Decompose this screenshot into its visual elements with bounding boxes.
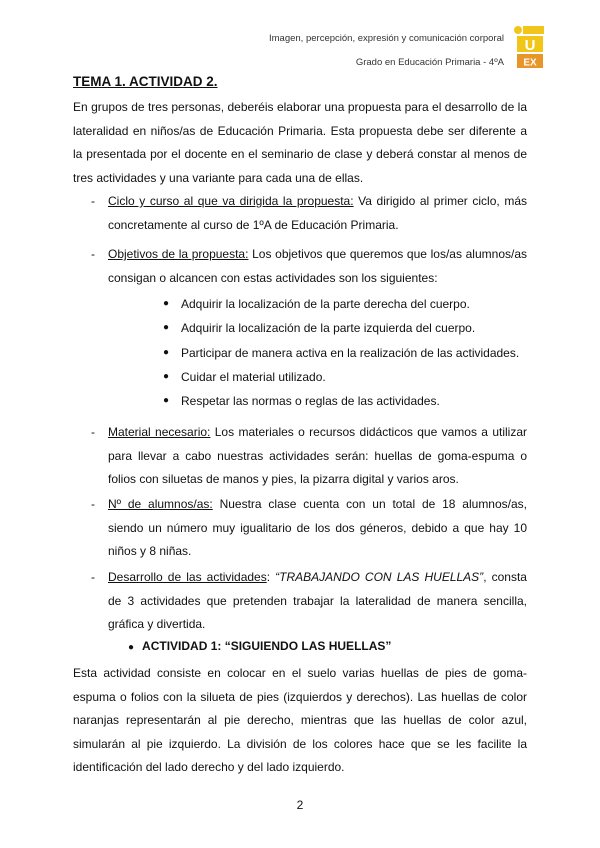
list-item-objectives: - Objetivos de la propuesta: Los objetivos que queremos que los/as alumnos/as consigan o alcancen con estas actividades son los siguientes: (91, 247, 528, 285)
bullet-icon: ● (163, 347, 170, 358)
list-item-cycle: - Ciclo y curso al que va dirigida la propuesta: Va dirigido al primer ciclo, más concretamente al curso de 1ºA de Educación Primaria. (91, 194, 527, 232)
list-item-development: - Desarrollo de las actividades: “TRABAJANDO CON LAS HUELLAS”, consta de 3 actividades que pretenden trabajar la lateralidad de manera sencilla, gráfica y divertida. (91, 570, 527, 631)
bullet-icon: ● (163, 395, 170, 406)
bullet-icon: ● (163, 322, 170, 333)
uex-logo (513, 24, 545, 70)
bullet-icon: ● (163, 371, 170, 382)
activity-1-heading: ● ACTIVIDAD 1: “SIGUIENDO LAS HUELLAS” (128, 639, 392, 653)
list-item-materials: - Material necesario: Los materiales o recursos didácticos que vamos a utilizar para llevar a cabo nuestras actividades serán: huellas de goma-espuma o folios con siluetas de manos y pies, la pizarra digital y varios aros. (91, 425, 527, 486)
bullet-icon: ● (163, 298, 170, 309)
intro-paragraph: En grupos de tres personas, deberéis elaborar una propuesta para el desarrollo de la lateralidad en niños/as de Educación Primaria. Esta propuesta debe ser diferente a la presentada por el docente en el seminario de clase y deberá constar al menos de tres actividades y una variante para cada una de ellas. (73, 100, 527, 185)
activity-1-description: Esta actividad consiste en colocar en el suelo varias huellas de pies de goma-espuma o folios con la silueta de pies (izquierdos y derechos). Las huellas de color naranjas representarán al pie derecho, mientras que las huellas de color azul, simularán al pie izquierdo. La división de los colores hace que se les facilite la identificación del lado derecho y del lado izquierdo. (73, 666, 527, 774)
svg-text:U: U (524, 37, 536, 54)
header-course-title: Imagen, percepción, expresión y comunicación corporal (269, 33, 504, 44)
list-item-students: - Nº de alumnos/as: Nuestra clase cuenta con un total de 18 alumnos/as, siendo un número muy igualitario de los dos géneros, debido a que hay 10 niños y 8 niñas. (91, 497, 527, 558)
page-number: 2 (296, 798, 304, 812)
header-degree: Grado en Educación Primaria - 4ºA (355, 57, 504, 68)
page-title: TEMA 1. ACTIVIDAD 2. (73, 74, 218, 89)
bullet-icon: ● (128, 642, 135, 653)
svg-text:EX: EX (523, 57, 537, 69)
